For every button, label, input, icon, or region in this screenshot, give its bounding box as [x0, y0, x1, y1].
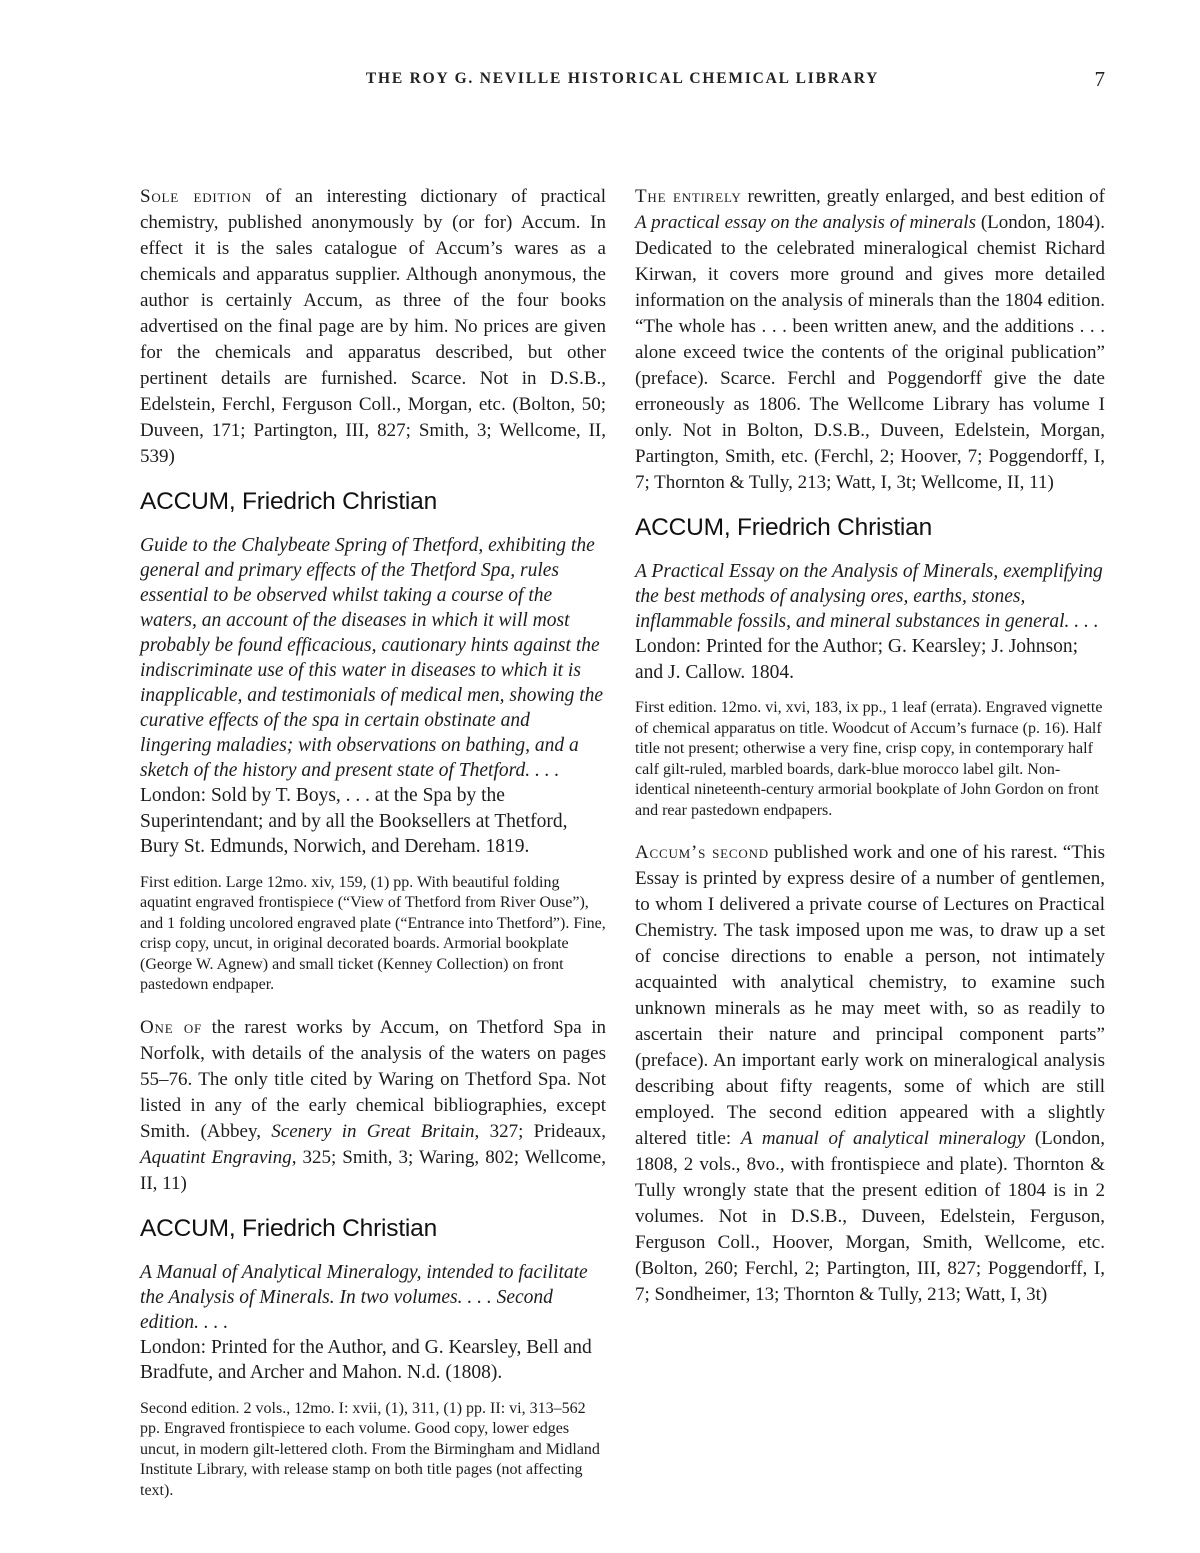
- commentary-text: of an interesting dictionary of practical chemistry, published anonymously by (or for) Accum. In effect it is the sales catalogue of Accum’s wares as a chemicals and apparatus supplier. Although anonymous, the author is certainly Accum, as three of the four books advertised on the final page are by him. No prices are given for the chemicals and apparatus described, but other pertinent details are furnished. Scarce. Not in D.S.B., Edelstein, Ferchl, Ferguson Coll., Morgan, etc. (Bolton, 50; Duveen, 171; Partington, III, 827; Smith, 3; Wellcome, II, 539): [140, 186, 606, 467]
- lead-in-small-caps: Accum’s second: [635, 842, 769, 863]
- book-title: A Manual of Analytical Mineralogy, intended to facilitate the Analysis of Minerals. In two volumes. . . . Second edition. . . .: [140, 1261, 588, 1333]
- author-heading: ACCUM, Friedrich Christian: [140, 1214, 438, 1242]
- text-columns: [140, 184, 1105, 1520]
- cited-title: Aquatint Engraving: [140, 1146, 292, 1168]
- running-title: THE ROY G. NEVILLE HISTORICAL CHEMICAL LIBRARY: [365, 70, 880, 87]
- cited-title: A manual of analytical mineralogy: [740, 1128, 1026, 1149]
- commentary-text: the rarest works by Accum, on Thetford Spa in Norfolk, with details of the analysis of the waters on pages 55–76. The only title cited by Waring on Thetford Spa. Not listed in any of the early chemical bibliographies, except Smith. (Abbey,: [140, 1016, 607, 1142]
- imprint: London: Sold by T. Boys, . . . at the Spa by the Superintendant; and by all the Booksellers at Thetford, Bury St. Edmunds, Norwich, and Dereham. 1819.: [140, 785, 568, 857]
- commentary-text: , 325; Smith, 3; Waring, 802; Wellcome, II, 11): [140, 1146, 606, 1194]
- cited-title: Scenery in Great Britain: [271, 1120, 475, 1142]
- book-title: Guide to the Chalybeate Spring of Thetford, exhibiting the general and primary effects of the Thetford Spa, rules essential to be observed whilst taking a course of the waters, an account of the diseases in which it will most probably be found efficacious, cautionary hints against the indiscriminate use of this water in diseases to which it is inapplicable, and testimonials of medical men, showing the curative effects of the spa in certain obstinate and lingering maladies; with observations on bathing, and a sketch of the history and present state of Thetford. . . .: [140, 535, 604, 781]
- lead-in-small-caps: Sole edition: [140, 186, 252, 207]
- imprint: London: Printed for the Author, and G. Kearsley, Bell and Bradfute, and Archer and Mahon. N.d. (1808).: [140, 1336, 592, 1383]
- author-heading: ACCUM, Friedrich Christian: [140, 488, 438, 515]
- collation-note: Second edition. 2 vols., 12mo. I: xvii, (1), 311, (1) pp. II: vi, 313–562 pp. Engraved frontispiece to each volume. Good copy, lower edges uncut, in modern gilt-lettered cloth. From the Birmingham and Midland Institute Library, with release stamp on both title pages (not affecting text).: [140, 1399, 600, 1499]
- cited-title: A practical essay on the analysis of minerals: [635, 212, 976, 233]
- commentary-text: , 327; Prideaux,: [474, 1120, 606, 1142]
- left-column: [140, 184, 606, 1520]
- commentary-paragraph: [635, 840, 1105, 1308]
- page-number: 7: [1094, 67, 1105, 91]
- page-header: [140, 67, 1105, 94]
- commentary-text: (London, 1808, 2 vols., 8vo., with frontispiece and plate). Thornton & Tully wrongly state that the present edition of 1804 is in 2 volumes. Not in D.S.B., Duveen, Edelstein, Ferguson, Ferguson Coll., Hoover, Morgan, Smith, Wellcome, etc. (Bolton, 260; Ferchl, 2; Partington, III, 827; Poggendorff, I, 7; Sondheimer, 13; Thornton & Tully, 213; Watt, I, 3t): [635, 1128, 1106, 1305]
- author-heading: ACCUM, Friedrich Christian: [635, 514, 933, 541]
- lead-in-small-caps: The entirely: [635, 186, 742, 207]
- commentary-text: published work and one of his rarest. “This Essay is printed by express desire of a number of gentlemen, to whom I delivered a private course of Lectures on Practical Chemistry. The task imposed upon me was, to draw up a set of concise directions to enable a person, not intimately acquainted with analytical chemistry, to examine such unknown minerals as he may meet with, so as readily to ascertain their nature and principal component parts” (preface). An important early work on mineralogical analysis describing about fifty reagents, some of which are still employed. The second edition appeared with a slightly altered title:: [635, 842, 1105, 1149]
- commentary-text: (London, 1804). Dedicated to the celebrated mineralogical chemist Richard Kirwan, it covers more ground and gives more detailed information on the analysis of minerals than the 1804 edition. “The whole has . . . been written anew, and the additions . . . alone exceed twice the contents of the original publication” (preface). Scarce. Ferchl and Poggendorff give the date erroneously as 1806. The Wellcome Library has volume I only. Not in Bolton, D.S.B., Duveen, Edelstein, Morgan, Partington, Smith, etc. (Ferchl, 2; Hoover, 7; Poggendorff, I, 7; Thornton & Tully, 213; Watt, I, 3t; Wellcome, II, 11): [635, 212, 1105, 493]
- commentary-paragraph: [635, 184, 1105, 496]
- collation-note: First edition. Large 12mo. xiv, 159, (1) pp. With beautiful folding aquatint engraved frontispiece (“View of Thetford from River Ouse”), and 1 folding uncolored engraved plate (“Entrance into Thetford”). Fine, crisp copy, uncut, in original decorated boards. Armorial bookplate (George W. Agnew) and small ticket (Kenney Collection) on front pastedown endpaper.: [140, 873, 606, 993]
- imprint: London: Printed for the Author; G. Kearsley; J. Johnson; and J. Callow. 1804.: [635, 636, 1079, 683]
- commentary-paragraph: [140, 184, 606, 470]
- right-column: [635, 184, 1105, 1520]
- book-title: A Practical Essay on the Analysis of Minerals, exemplifying the best methods of analysing ores, earths, stones, inflammable fossils, and mineral substances in general. . . .: [635, 561, 1103, 632]
- commentary-text: rewritten, greatly enlarged, and best edition of: [741, 186, 1106, 207]
- collation-note: First edition. 12mo. vi, xvi, 183, ix pp., 1 leaf (errata). Engraved vignette of chemical apparatus on title. Woodcut of Accum’s furnace (p. 16). Half title not present; otherwise a very fine, crisp copy, in contemporary half calf gilt-ruled, marbled boards, dark-blue morocco label gilt. Non-identical nineteenth-century armorial bookplate of John Gordon on front and rear pastedown endpapers.: [635, 699, 1103, 819]
- lead-in-small-caps: One of: [140, 1016, 203, 1038]
- commentary-paragraph: [140, 1015, 606, 1197]
